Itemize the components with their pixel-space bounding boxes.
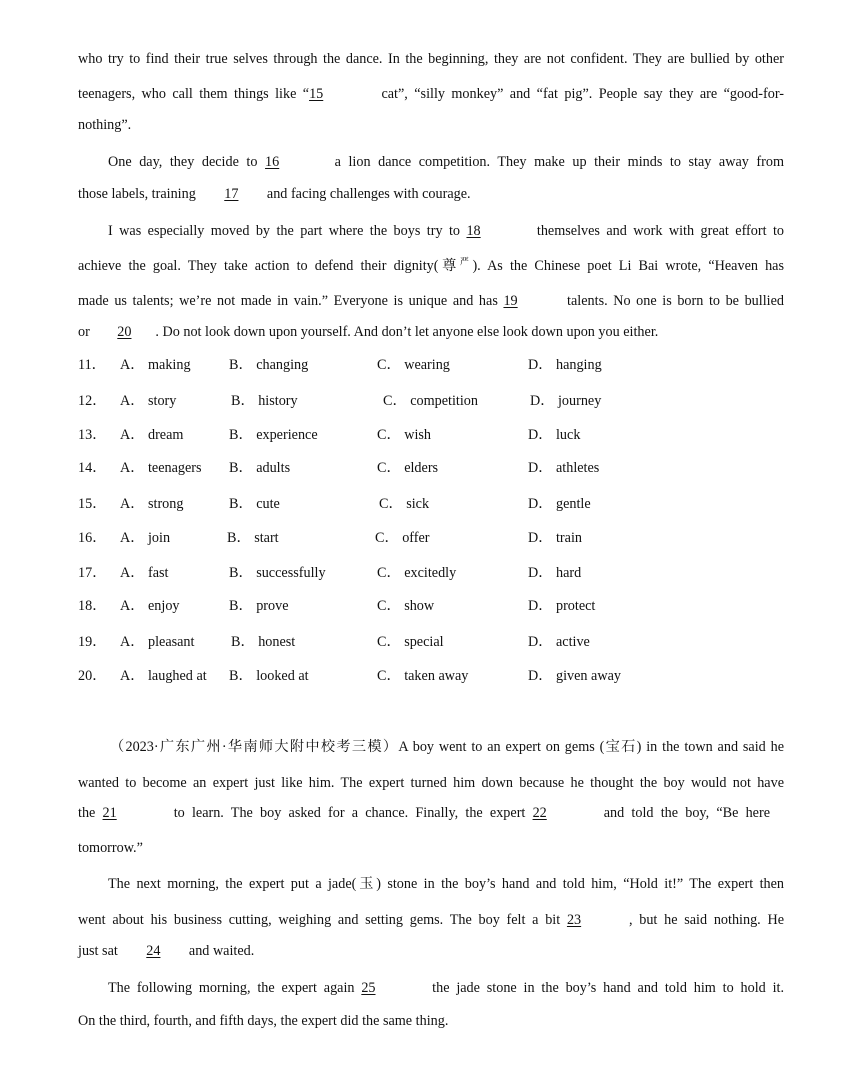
question-number: 17．: [78, 565, 107, 581]
option-b: B． adults: [229, 460, 291, 476]
text-run: talents. No one is born to be bullied: [561, 293, 784, 309]
option-a: A． making: [120, 357, 191, 373]
text-run: themselves and work with great effort to: [530, 223, 785, 239]
blank-20: 20: [117, 324, 132, 340]
text-run: and facing challenges with courage.: [263, 186, 471, 202]
passage1-line: [78, 257, 784, 275]
question-number: 11．: [78, 357, 106, 373]
text-run: to learn. The boy asked for a chance. Finally, the expert: [166, 805, 533, 821]
option-d: D． gentle: [528, 496, 591, 512]
question-number: 19．: [78, 634, 107, 650]
option-b: B． start: [227, 530, 279, 546]
chinese-gloss-sup: 严: [459, 256, 473, 267]
option-a: A． join: [120, 530, 171, 546]
question-number: 16．: [78, 530, 107, 546]
option-d: D． athletes: [528, 460, 600, 476]
option-c: C． show: [377, 598, 435, 614]
option-a: A． pleasant: [120, 634, 195, 650]
text-run: I was especially moved by the part where the boys try to: [108, 223, 467, 239]
text-run: One day, they decide to: [108, 154, 266, 170]
option-d: D． journey: [530, 393, 602, 409]
option-c: C． special: [377, 634, 444, 650]
option-c: C． wish: [377, 427, 431, 443]
text-run: . Do not look down upon yourself. And don’t let anyone else look down upon you either.: [155, 324, 659, 340]
chinese-gloss: 宝石: [604, 739, 637, 755]
text-run: or: [78, 324, 94, 340]
option-b: B． honest: [231, 634, 296, 650]
option-c: C． taken away: [377, 668, 469, 684]
text-run: those labels, training: [78, 186, 200, 202]
text-run: achieve the goal. They take action to defend their dignity(: [78, 258, 439, 274]
passage2-line: tomorrow.”: [78, 840, 143, 856]
blank-18: 18: [466, 223, 481, 239]
option-a: A． dream: [120, 427, 184, 443]
blank-23: 23: [566, 912, 582, 928]
passage2-line: [108, 979, 784, 997]
text-run: The next morning, the expert put a jade(: [108, 876, 357, 892]
blank-21: 21: [102, 805, 117, 821]
option-d: D． protect: [528, 598, 596, 614]
option-a: A． teenagers: [120, 460, 202, 476]
option-a: A． fast: [120, 565, 169, 581]
passage2-line: On the third, fourth, and fifth days, the expert did the same thing.: [78, 1013, 449, 1029]
option-a: A． strong: [120, 496, 184, 512]
chinese-gloss: 尊: [438, 258, 460, 274]
blank-19: 19: [503, 293, 518, 309]
option-a: A． enjoy: [120, 598, 180, 614]
text-run: ). As the Chinese poet Li Bai wrote, “Heaven has: [472, 258, 784, 274]
blank-15: 15: [309, 86, 324, 102]
passage2-line: [78, 804, 770, 822]
option-c: C． elders: [377, 460, 439, 476]
blank-25: 25: [361, 980, 376, 996]
blank-22: 22: [532, 805, 547, 821]
option-c: C． competition: [383, 393, 478, 409]
blank-24: 24: [146, 943, 161, 959]
passage1-line: [108, 153, 784, 171]
text-run: The following morning, the expert again: [108, 980, 362, 996]
option-d: D． luck: [528, 427, 581, 443]
text-run: went about his business cutting, weighing and setting gems. The boy felt a bit: [78, 912, 567, 928]
passage1-line: [78, 185, 784, 203]
text-run: , but he said nothing. He: [628, 912, 785, 928]
text-run: the: [78, 805, 103, 821]
passage1-line: [78, 292, 784, 310]
question-number: 20．: [78, 668, 107, 684]
text-run: just sat: [78, 943, 122, 959]
chinese-gloss: 玉: [356, 876, 377, 892]
question-number: 18．: [78, 598, 107, 614]
text-run: the jade stone in the boy’s hand and told him to hold it.: [425, 980, 784, 996]
question-number: 12．: [78, 393, 107, 409]
option-c: C． sick: [379, 496, 430, 512]
text-run: and waited.: [185, 943, 255, 959]
text-run: ) stone in the boy’s hand and told him, “Hold it!” The expert then: [376, 876, 784, 892]
passage1-line: who try to find their true selves through the dance. In the beginning, they are not confident. They are bullied by other: [78, 51, 784, 67]
option-d: D． given away: [528, 668, 621, 684]
passage1-line: [108, 222, 784, 240]
option-b: B． looked at: [229, 668, 309, 684]
option-b: B． successfully: [229, 565, 326, 581]
option-a: A． laughed at: [120, 668, 207, 684]
blank-16: 16: [265, 154, 280, 170]
text-run: cat”, “silly monkey” and “fat pig”. People say they are “good-for-: [375, 86, 784, 102]
option-d: D． train: [528, 530, 582, 546]
option-d: D． hanging: [528, 357, 602, 373]
passage1-line: [78, 323, 784, 341]
text-run: teenagers, who call them things like “: [78, 86, 310, 102]
source-citation: （2023·广东广州·华南师大附中校考三模）: [110, 739, 399, 755]
option-b: B． prove: [229, 598, 289, 614]
question-number: 14．: [78, 460, 107, 476]
option-c: C． wearing: [377, 357, 450, 373]
option-a: A． story: [120, 393, 177, 409]
text-run: a lion dance competition. They make up their minds to stay away from: [327, 154, 784, 170]
text-run: and told the boy, “Be here: [596, 805, 770, 821]
passage2-line: wanted to become an expert just like him. The expert turned him down because he thought the boy would not have: [78, 775, 784, 791]
blank-17: 17: [224, 186, 239, 202]
passage1-line: nothing”.: [78, 117, 132, 133]
question-number: 15．: [78, 496, 107, 512]
text-run: made us talents; we’re not made in vain.” Everyone is unique and has: [78, 293, 504, 309]
option-b: B． experience: [229, 427, 318, 443]
option-b: B． cute: [229, 496, 280, 512]
passage1-line: [78, 85, 784, 103]
option-d: D． active: [528, 634, 590, 650]
text-run: A boy went to an expert on gems (: [398, 739, 605, 755]
passage2-line: [108, 875, 784, 893]
option-c: C． offer: [375, 530, 430, 546]
passage2-line: [78, 942, 784, 960]
option-d: D． hard: [528, 565, 582, 581]
option-b: B． history: [231, 393, 298, 409]
passage2-line: [110, 738, 784, 756]
passage2-line: [78, 911, 784, 929]
option-b: B． changing: [229, 357, 309, 373]
question-number: 13．: [78, 427, 107, 443]
text-run: ) in the town and said he: [636, 739, 784, 755]
option-c: C． excitedly: [377, 565, 457, 581]
